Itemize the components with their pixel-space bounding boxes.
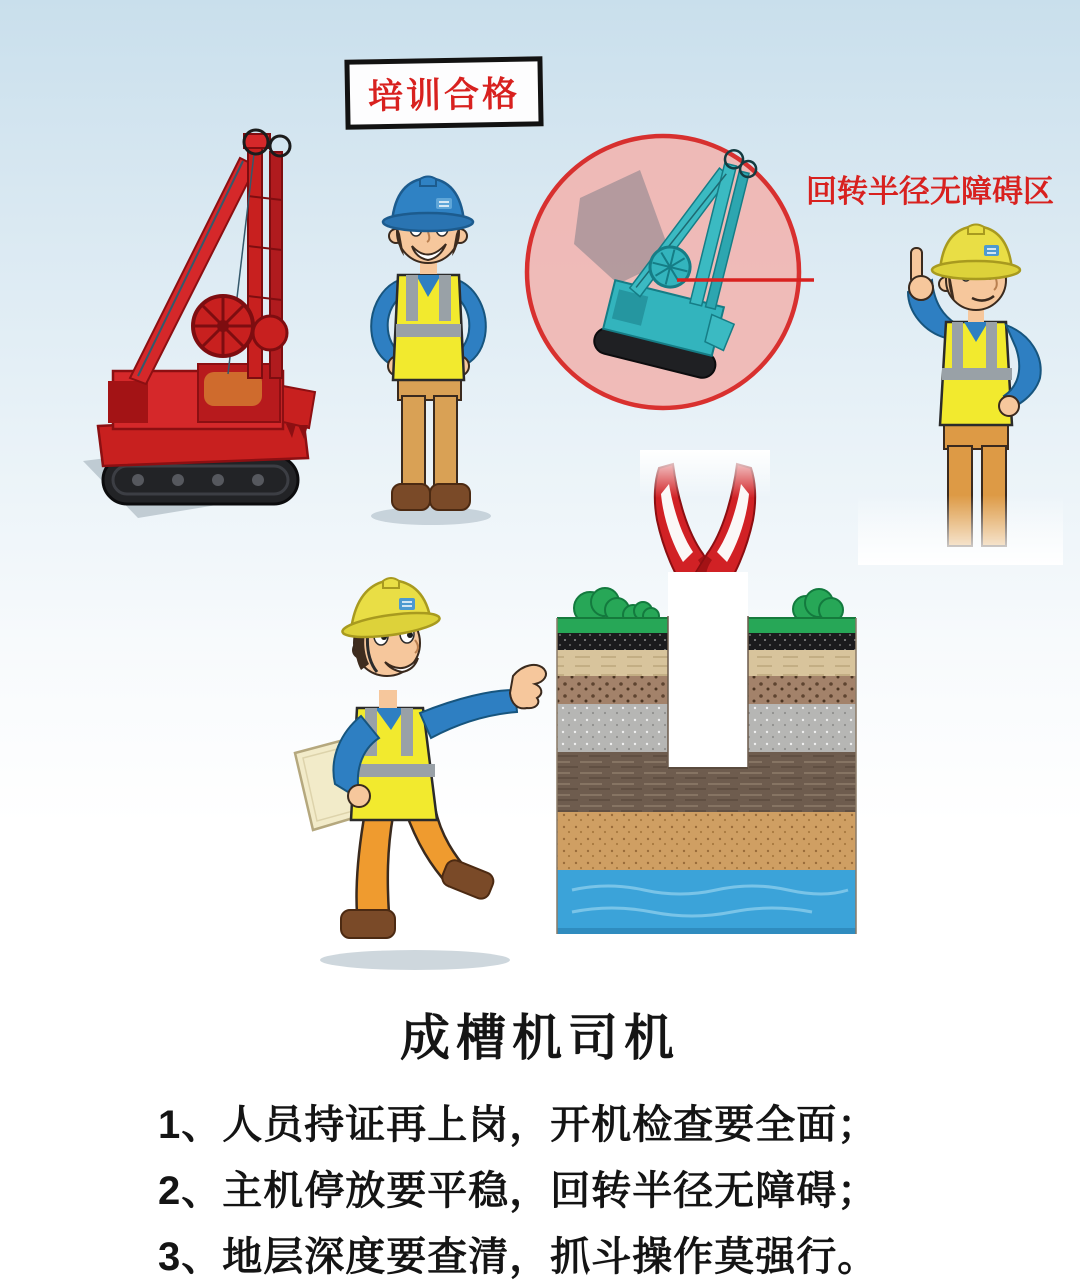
worker-vest xyxy=(393,275,464,380)
red-trench-cutter-illustration xyxy=(78,126,353,526)
safety-rule-3: 3、地层深度要查清，抓斗操作莫强行。 xyxy=(158,1235,879,1279)
yellow-hard-hat-icon xyxy=(341,578,441,642)
training-qualified-badge xyxy=(344,56,543,129)
yellow-hard-hat-icon xyxy=(932,225,1020,280)
worker-blue-helmet-illustration xyxy=(346,170,511,530)
helmet-logo xyxy=(984,245,999,256)
worker-legs xyxy=(392,372,470,510)
mast-top-sheaves xyxy=(244,130,290,156)
worker-pointing-illustration xyxy=(858,210,1063,565)
rotation-zone-callout: 回转半径无障碍区 xyxy=(806,174,1054,209)
worker-shadow xyxy=(320,950,510,970)
fade-out-overlay xyxy=(858,495,1063,565)
poster-title: 成槽机司机 xyxy=(400,1010,680,1066)
safety-rules-list xyxy=(158,1092,1018,1287)
safety-rule-1: 1、人员持证再上岗，开机检查要全面； xyxy=(158,1103,879,1147)
helmet-logo xyxy=(436,198,452,209)
worker-presenting-illustration xyxy=(265,558,550,978)
training-qualified-label: 培训合格 xyxy=(367,74,521,117)
trench-cross-section xyxy=(548,572,866,950)
helmet-logo xyxy=(399,598,415,610)
worker-shadow xyxy=(371,507,491,525)
presenting-arm xyxy=(420,665,546,738)
cable-fade xyxy=(640,450,770,498)
machine-body xyxy=(98,364,308,466)
safety-rule-2: 2、主机停放要平稳，回转半径无障碍； xyxy=(158,1169,879,1213)
ground-water-layer xyxy=(557,870,856,934)
trench-slot xyxy=(668,572,748,768)
blue-hard-hat-icon xyxy=(383,177,473,232)
rotation-zone-inset xyxy=(522,108,822,438)
worker-legs xyxy=(341,808,496,938)
